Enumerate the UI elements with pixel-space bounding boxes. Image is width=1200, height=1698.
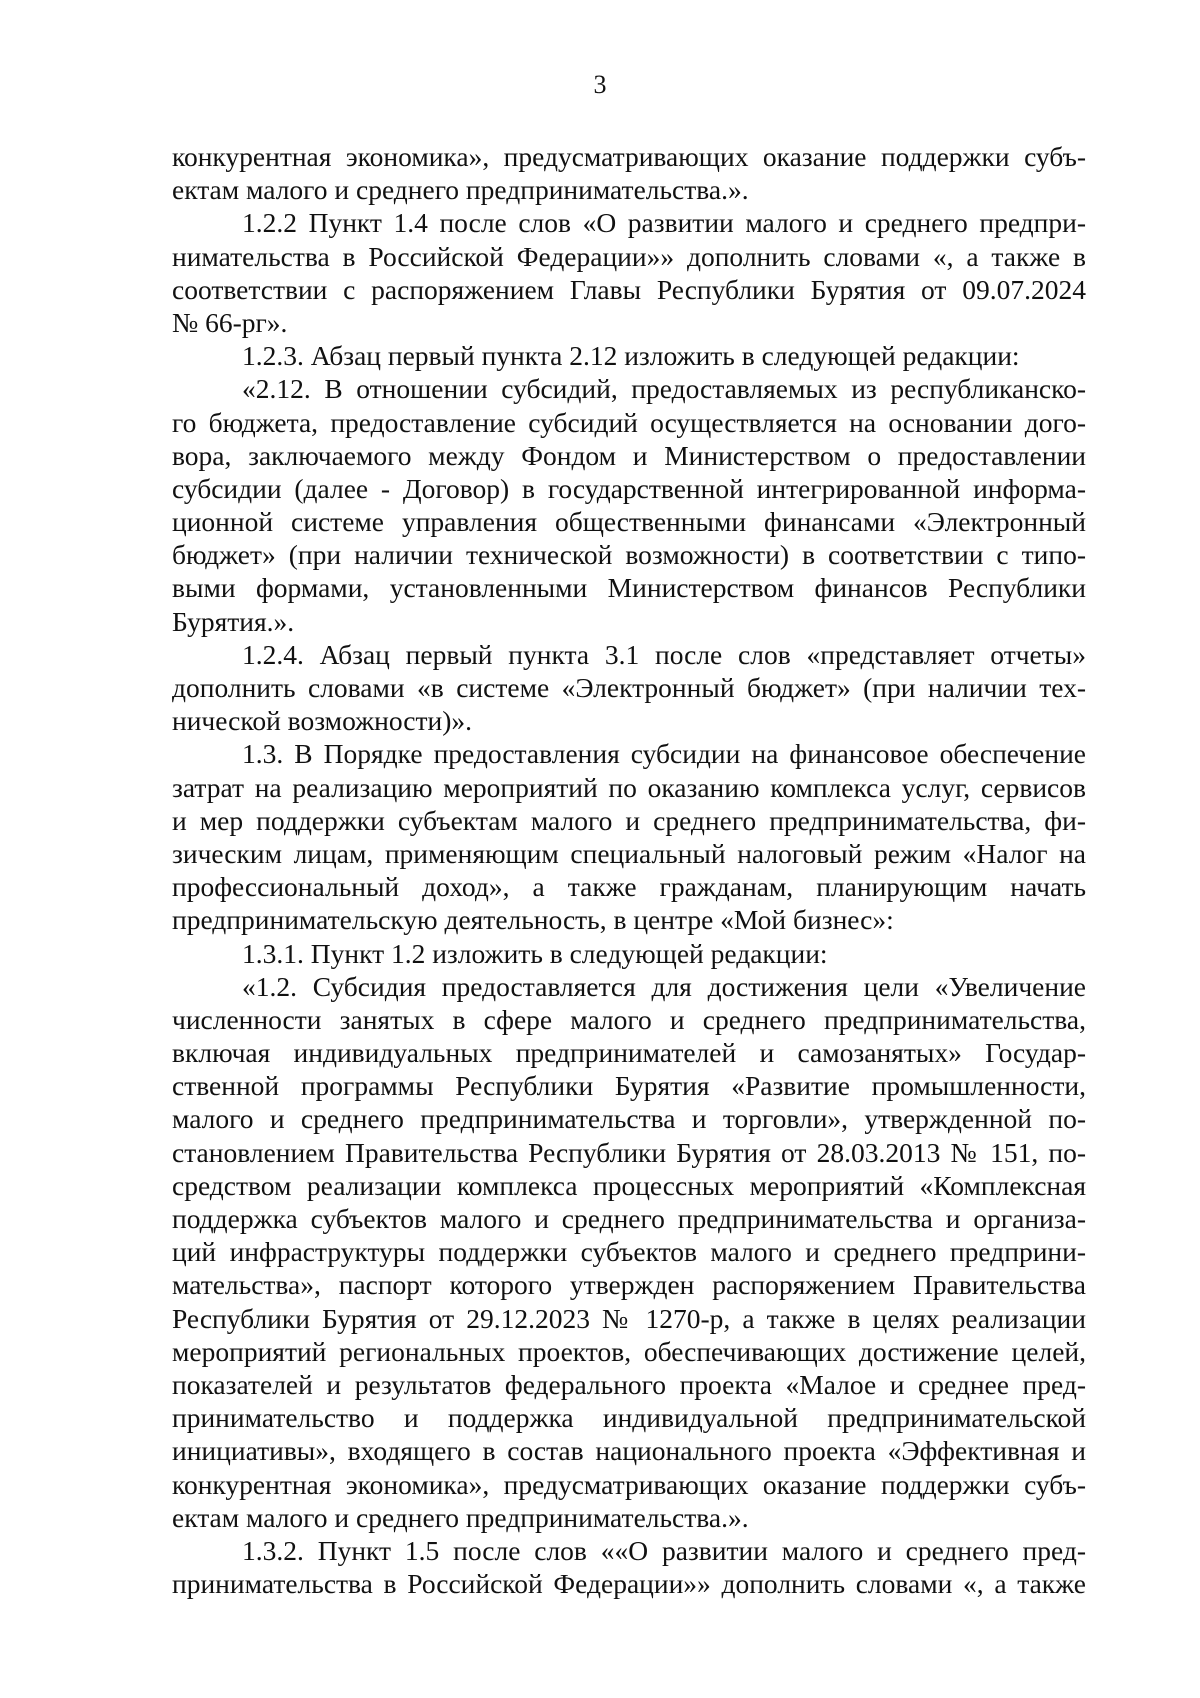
text-line: «2.12. В отношении субсидий, предоставляемых из республиканско- <box>242 373 1086 405</box>
text-line: ектам малого и среднего предпринимательства.». <box>172 1501 749 1533</box>
text-line: малого и среднего предпринимательства и торговли», утвержденной по- <box>172 1103 1086 1135</box>
document-body <box>172 140 1086 1600</box>
text-line: субсидии (далее - Договор) в государственной интегрированной информа- <box>172 472 1086 504</box>
text-line: 1.3. В Порядке предоставления субсидии на финансовое обеспечение <box>242 738 1086 770</box>
text-line: включая индивидуальных предпринимателей и самозанятых» Государ- <box>172 1037 1086 1069</box>
text-line: ектам малого и среднего предпринимательства.». <box>172 174 749 206</box>
text-line: нической возможности)». <box>172 705 473 737</box>
text-line: предпринимательскую деятельность, в центре «Мой бизнес»: <box>172 904 894 936</box>
text-line: Бурятия.». <box>172 605 295 637</box>
text-line: вора, заключаемого между Фондом и Министерством о предоставлении <box>172 439 1086 471</box>
text-line: выми формами, установленными Министерством финансов Республики <box>172 572 1086 604</box>
text-line: поддержка субъектов малого и среднего предпринимательства и организа- <box>172 1203 1086 1234</box>
text-line: затрат на реализацию мероприятий по оказанию комплекса услуг, сервисов <box>172 771 1086 803</box>
text-line: 1.2.4. Абзац первый пункта 3.1 после слов «представляет отчеты» <box>242 638 1086 670</box>
text-line: ций инфраструктуры поддержки субъектов малого и среднего предприни- <box>172 1236 1086 1268</box>
text-line: го бюджета, предоставление субсидий осуществляется на основании дого- <box>172 406 1086 438</box>
text-line: ственной программы Республики Бурятия «Развитие промышленности, <box>172 1070 1086 1102</box>
text-line: нимательства в Российской Федерации»» дополнить словами «, а также в <box>172 240 1086 272</box>
text-line: дополнить словами «в системе «Электронный бюджет» (при наличии тех- <box>172 672 1086 703</box>
text-line: бюджет» (при наличии технической возможности) в соответствии с типо- <box>172 539 1086 571</box>
text-line: № 66-рг». <box>172 306 288 338</box>
text-line: становлением Правительства Республики Бурятия от 28.03.2013 № 151, по- <box>172 1136 1086 1168</box>
text-line: зическим лицам, применяющим специальный налоговый режим «Налог на <box>172 837 1086 869</box>
text-line: инициативы», входящего в состав национального проекта «Эффективная и <box>172 1435 1086 1467</box>
text-line: 1.2.2 Пункт 1.4 после слов «О развитии малого и среднего предпри- <box>242 207 1086 239</box>
text-line: мероприятий региональных проектов, обеспечивающих достижение целей, <box>172 1335 1086 1367</box>
text-line: ционной системе управления общественными финансами «Электронный <box>172 506 1086 538</box>
text-line: конкурентная экономика», предусматривающих оказание поддержки субъ- <box>172 141 1086 172</box>
text-line: профессиональный доход», а также гражданам, планирующим начать <box>172 871 1086 903</box>
text-line: 1.3.2. Пункт 1.5 после слов ««О развитии малого и среднего пред- <box>242 1534 1086 1566</box>
text-line: средством реализации комплекса процессных мероприятий «Комплексная <box>172 1169 1086 1201</box>
text-line: 1.3.1. Пункт 1.2 изложить в следующей редакции: <box>242 937 828 969</box>
text-line: мательства», паспорт которого утвержден распоряжением Правительства <box>172 1269 1086 1301</box>
text-line: численности занятых в сфере малого и среднего предпринимательства, <box>172 1003 1086 1035</box>
page-number: 3 <box>593 70 607 99</box>
text-line: «1.2. Субсидия предоставляется для достижения цели «Увеличение <box>242 970 1086 1002</box>
text-line: принимательство и поддержка индивидуальной предпринимательской <box>172 1402 1086 1434</box>
text-line: принимательства в Российской Федерации»» дополнить словами «, а также <box>172 1568 1086 1600</box>
text-line: соответствии с распоряжением Главы Республики Бурятия от 09.07.2024 <box>172 273 1086 305</box>
text-line: Республики Бурятия от 29.12.2023 № 1270-р, а также в целях реализации <box>172 1302 1086 1334</box>
text-line: конкурентная экономика», предусматривающих оказание поддержки субъ- <box>172 1468 1086 1500</box>
text-line: 1.2.3. Абзац первый пункта 2.12 изложить в следующей редакции: <box>242 340 1020 372</box>
text-line: показателей и результатов федерального проекта «Малое и среднее пред- <box>172 1368 1086 1400</box>
text-line: и мер поддержки субъектам малого и среднего предпринимательства, фи- <box>172 804 1086 836</box>
